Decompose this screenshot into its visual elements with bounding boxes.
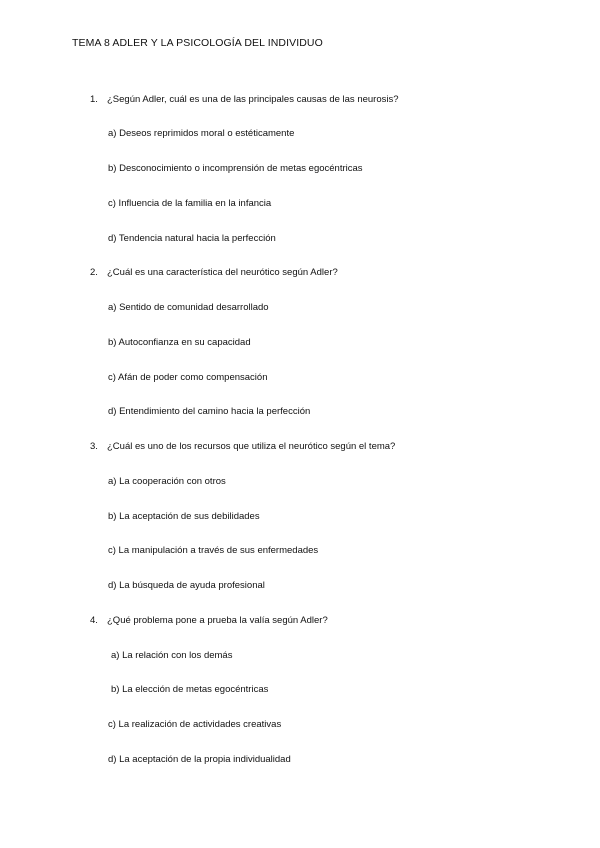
- answer-option: b) La elección de metas egocéntricas: [111, 684, 269, 695]
- answer-option: d) La aceptación de la propia individualidad: [108, 754, 291, 765]
- question-text: ¿Cuál es una característica del neurótico según Adler?: [107, 267, 338, 278]
- answer-option: c) Influencia de la familia en la infancia: [108, 198, 272, 209]
- answer-option: c) La manipulación a través de sus enfermedades: [108, 545, 319, 556]
- answer-option: a) Deseos reprimidos moral o estéticamente: [108, 128, 295, 139]
- question-text: ¿Según Adler, cuál es una de las principales causas de las neurosis?: [107, 94, 399, 105]
- question-number: 4.: [90, 615, 98, 626]
- answer-option: b) La aceptación de sus debilidades: [108, 511, 260, 522]
- answer-option: a) La cooperación con otros: [108, 476, 226, 487]
- answer-option: c) Afán de poder como compensación: [108, 372, 268, 383]
- answer-option: d) La búsqueda de ayuda profesional: [108, 580, 265, 591]
- question-text: ¿Cuál es uno de los recursos que utiliza el neurótico según el tema?: [107, 441, 396, 452]
- answer-option: a) La relación con los demás: [111, 650, 233, 661]
- question-number: 3.: [90, 441, 98, 452]
- question-number: 2.: [90, 267, 98, 278]
- document-title: TEMA 8 ADLER Y LA PSICOLOGÍA DEL INDIVIDUO: [72, 37, 323, 49]
- answer-option: d) Entendimiento del camino hacia la perfección: [108, 406, 311, 417]
- answer-option: d) Tendencia natural hacia la perfección: [108, 233, 276, 244]
- answer-option: b) Desconocimiento o incomprensión de metas egocéntricas: [108, 163, 363, 174]
- answer-option: a) Sentido de comunidad desarrollado: [108, 302, 269, 313]
- answer-option: c) La realización de actividades creativas: [108, 719, 282, 730]
- answer-option: b) Autoconfianza en su capacidad: [108, 337, 251, 348]
- question-number: 1.: [90, 94, 98, 105]
- question-text: ¿Qué problema pone a prueba la valía según Adler?: [107, 615, 328, 626]
